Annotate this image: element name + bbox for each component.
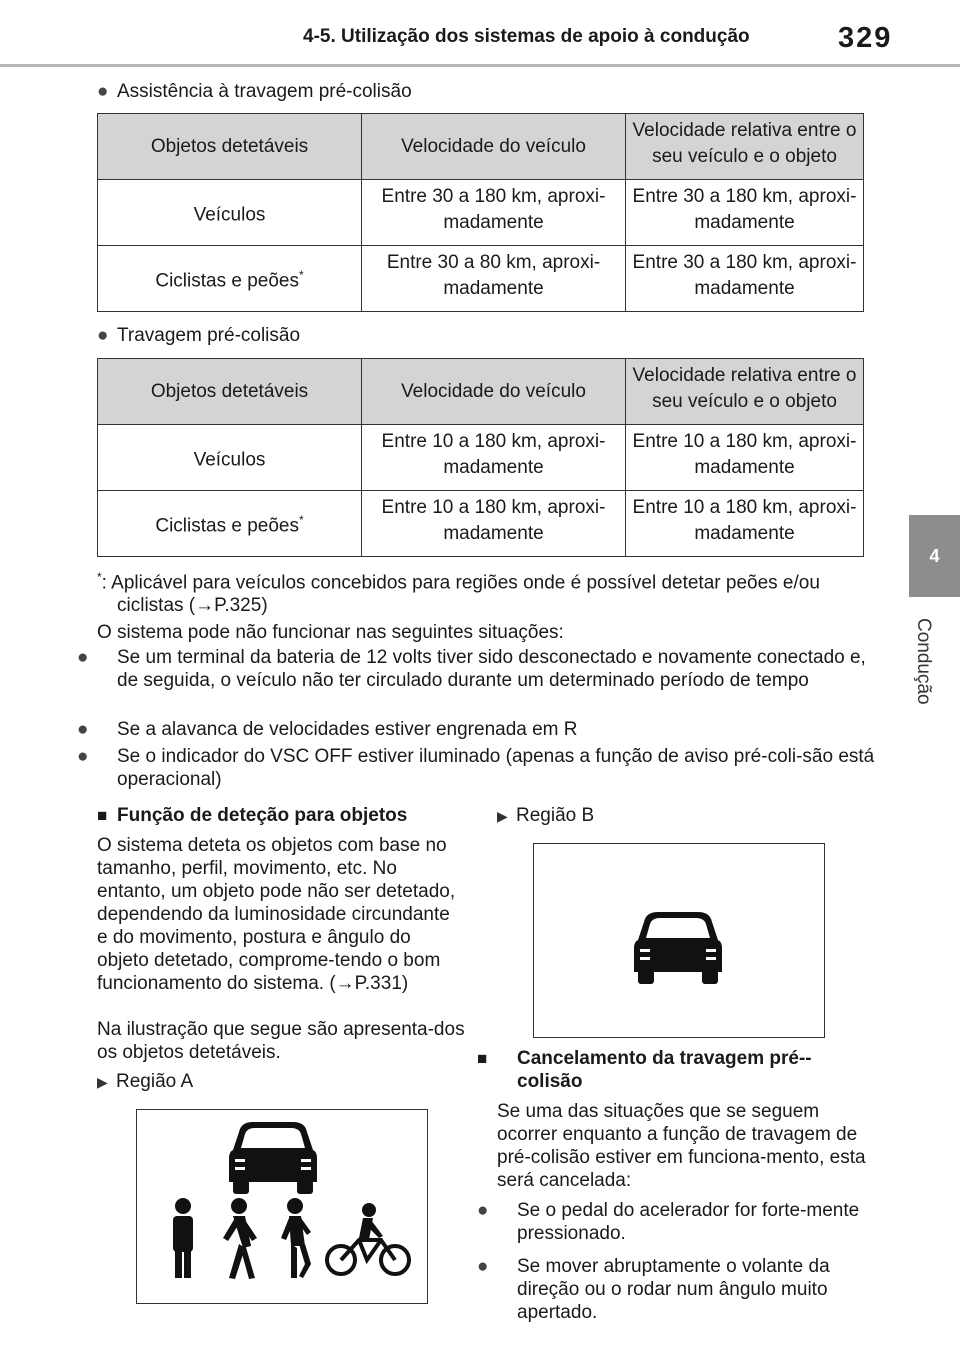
table-row [98,180,864,246]
header-rule [0,64,960,67]
region-a-svg [137,1110,427,1303]
pedestrian-icon [173,1198,193,1278]
region-b-label: ▶ Região B [497,805,595,826]
chapter-tab[interactable] [909,515,960,597]
page-number: 329 [838,22,893,54]
table-cell: Ciclistas e peões* [98,491,362,557]
region-b-figure [533,843,825,1038]
table-cell: Ciclistas e peões* [98,246,362,312]
table-header: Objetos detetáveis [98,359,362,425]
footnote: *: Aplicável para veículos concebidos para regiões onde é possível detetar peões e/ou ciclistas (→P.325) [97,570,820,617]
illustration-note: Na ilustração que segue são apresenta-dos os objetos detetáveis. [97,1019,465,1063]
table-header: Velocidade relativa entre o seu veículo e o objeto [626,359,864,425]
table-header: Velocidade do veículo [362,114,626,180]
car-icon [634,912,722,984]
table-row [98,491,864,557]
square-icon: ■ [477,1049,488,1068]
list-item: ● Se um terminal da bateria de 12 volts tiver sido desconectado e novamente conectado e, de seguida, o veículo não ter circulado durante um determinado período de tempo [77,647,866,691]
bullet-icon: ● [97,81,109,102]
table-cell: Entre 10 a 180 km, aproxi-madamente [362,425,626,491]
bullet-icon: ● [77,719,89,740]
table-cell: Entre 30 a 80 km, aproxi-madamente [362,246,626,312]
chapter-tab-label: Condução [913,618,934,705]
bullet-icon: ● [77,746,89,767]
table-header: Objetos detetáveis [98,114,362,180]
bullet-icon: ● [477,1200,489,1221]
table-cell: Veículos [98,425,362,491]
table-cell: Entre 10 a 180 km, aproxi-madamente [626,425,864,491]
detection-body: O sistema deteta os objetos com base no tamanho, perfil, movimento, etc. No entanto, um objeto pode não ser detetado, dependendo da luminosidade circundante e do movimento, postura e ângulo do objeto detetado, comprome-tendo o bom funcionamento do sistema. (→P.331) [97,835,456,994]
table-header: Velocidade relativa entre o seu veículo e o objeto [626,114,864,180]
footnote-mark: * [97,570,102,584]
situations-intro: O sistema pode não funcionar nas seguintes situações: [97,622,564,643]
detection-heading: ■ Função de deteção para objetos [97,805,408,826]
arrow-icon: ▶ [497,808,508,824]
table-cell: Entre 10 a 180 km, aproxi-madamente [362,491,626,557]
cancellation-body: Se uma das situações que se seguem ocorrer enquanto a função de travagem de pré-colisão estiver em funciona-mento, esta será cancelada: [497,1101,866,1191]
pedestrian-icon [223,1198,257,1279]
bullet-icon: ● [77,647,89,668]
table-cell: Entre 30 a 180 km, aproxi-madamente [626,246,864,312]
table-cell: Entre 30 a 180 km, aproxi-madamente [626,180,864,246]
table-row [98,246,864,312]
pedestrian-icon [281,1198,311,1278]
table-header-row [98,114,864,180]
cancellation-heading: ■ Cancelamento da travagem pré--colisão [477,1048,812,1092]
chapter-title: 4-5. Utilização dos sistemas de apoio à condução [303,26,750,47]
table-header: Velocidade do veículo [362,359,626,425]
list-item: ● Se o indicador do VSC OFF estiver iluminado (apenas a função de aviso pré-coli-são está operacional) [77,746,875,790]
list-item: ● Se a alavanca de velocidades estiver engrenada em R [77,719,578,740]
table-row [98,425,864,491]
chapter-tab-number: 4 [929,545,940,566]
region-a-label: ▶ Região A [97,1071,194,1092]
list-item: ● Se mover abruptamente o volante da direção ou o rodar num ângulo muito apertado. [477,1256,830,1323]
arrow-icon: ▶ [97,1074,108,1090]
section1-label: ● Assistência à travagem pré-colisão [97,81,412,102]
table-cell: Entre 30 a 180 km, aproxi-madamente [362,180,626,246]
square-icon: ■ [97,806,108,825]
section2-table [97,358,864,557]
table-header-row [98,359,864,425]
list-item: ● Se o pedal do acelerador for forte-mente pressionado. [477,1200,860,1244]
table-cell: Entre 10 a 180 km, aproxi-madamente [626,491,864,557]
section2-label: ● Travagem pré-colisão [97,325,301,346]
section1-table [97,113,864,312]
bullet-icon: ● [477,1256,489,1277]
cyclist-icon [327,1203,409,1274]
table-cell: Veículos [98,180,362,246]
region-a-figure [136,1109,428,1304]
car-icon [229,1122,317,1194]
bullet-icon: ● [97,325,109,346]
region-b-svg [534,844,824,1037]
